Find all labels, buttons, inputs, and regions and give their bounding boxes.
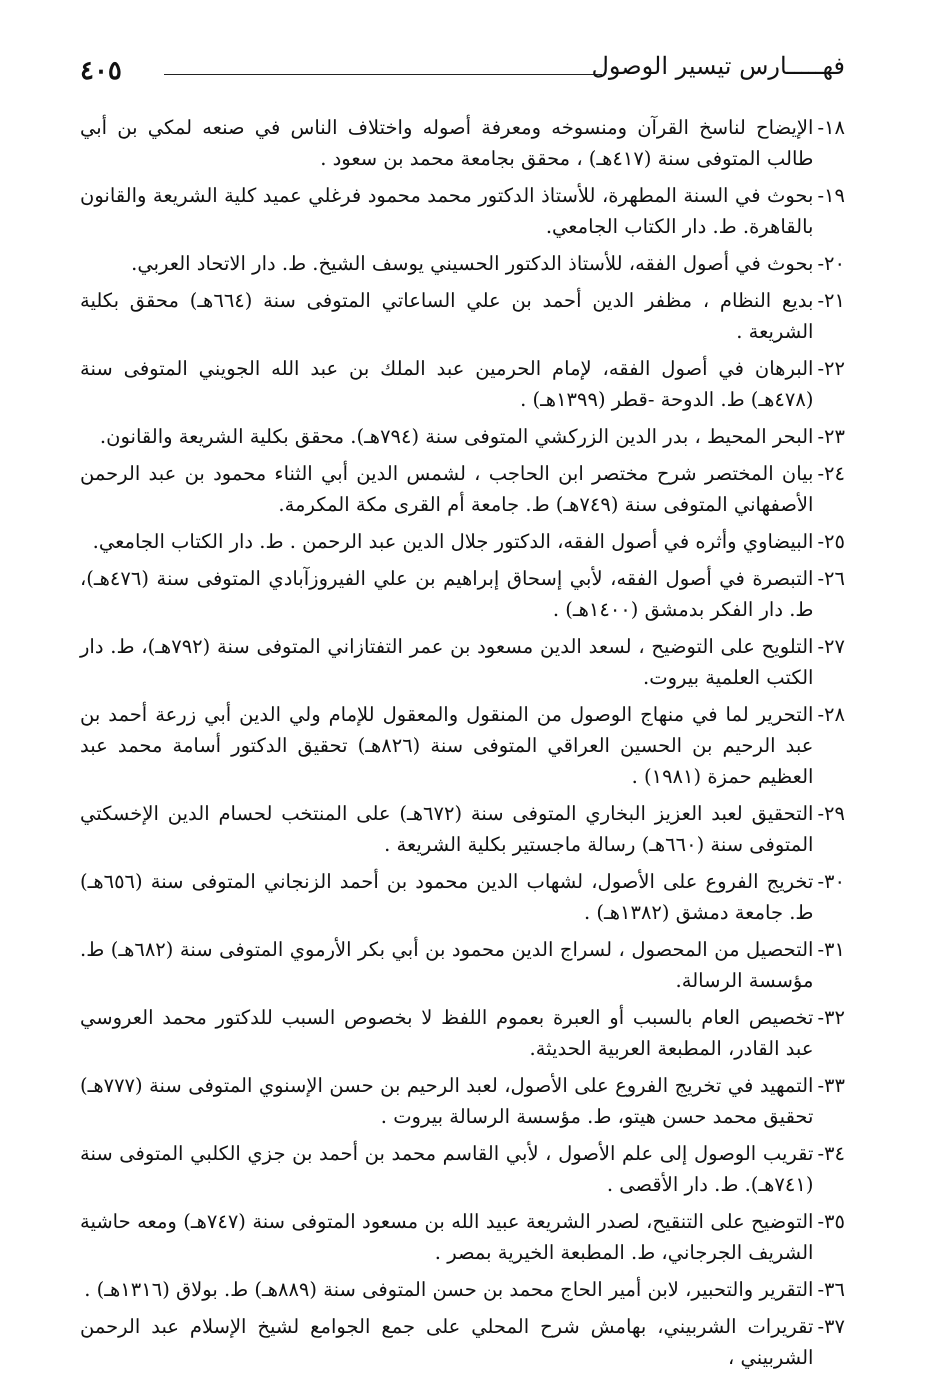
bibliography-entry <box>80 1070 845 1132</box>
entry-number: ٣٠- <box>817 870 845 893</box>
bibliography-entry <box>80 798 845 860</box>
entry-text: بحوث في السنة المطهرة، للأستاذ الدكتور محمد محمود فرغلي عميد كلية الشريعة والقانون بالقاهرة. ط. دار الكتاب الجامعي. <box>80 184 814 238</box>
entry-number: ٢٠- <box>817 252 845 275</box>
bibliography-list <box>80 112 845 1379</box>
bibliography-entry <box>80 112 845 174</box>
bibliography-entry <box>80 526 845 557</box>
running-title: فهـــــارس تيسير الوصول <box>591 52 845 80</box>
bibliography-entry <box>80 1138 845 1200</box>
bibliography-entry <box>80 699 845 792</box>
entry-text: التبصرة في أصول الفقه، لأبي إسحاق إبراهيم بن علي الفيروزآبادي المتوفى سنة (٤٧٦هـ)، ط. دار الفكر بدمشق (١٤٠٠هـ) . <box>80 567 814 621</box>
entry-number: ٢٥- <box>817 530 845 553</box>
entry-text: بيان المختصر شرح مختصر ابن الحاجب ، لشمس الدين أبي الثناء محمود بن عبد الرحمن الأصفهاني المتوفى سنة (٧٤٩هـ) ط. جامعة أم القرى مكة المكرمة. <box>80 462 814 516</box>
entry-number: ٢٣- <box>817 425 845 448</box>
entry-text: التحقيق لعبد العزيز البخاري المتوفى سنة (٦٧٢هـ) على المنتخب لحسام الدين الإخسكتي المتوفى سنة (٦٦٠هـ) رسالة ماجستير بكلية الشريعة . <box>80 802 814 856</box>
entry-text: التلويح على التوضيح ، لسعد الدين مسعود بن عمر التفتازاني المتوفى سنة (٧٩٢هـ)، ط. دار الكتب العلمية بيروت. <box>80 635 814 689</box>
entry-number: ٢٤- <box>817 462 845 485</box>
bibliography-entry <box>80 563 845 625</box>
entry-number: ٢٢- <box>817 357 845 380</box>
entry-number: ٣٢- <box>817 1006 845 1029</box>
entry-text: التوضيح على التنقيح، لصدر الشريعة عبيد الله بن مسعود المتوفى سنة (٧٤٧هـ) ومعه حاشية الشريف الجرجاني، ط. المطبعة الخيرية بمصر . <box>80 1210 814 1264</box>
bibliography-entry <box>80 1002 845 1064</box>
bibliography-entry <box>80 1206 845 1268</box>
bibliography-entry <box>80 458 845 520</box>
entry-number: ٢٦- <box>817 567 845 590</box>
entry-number: ١٩- <box>817 184 845 207</box>
entry-number: ٣٧- <box>817 1315 845 1338</box>
entry-number: ٢٧- <box>817 635 845 658</box>
entry-text: التحرير لما في منهاج الوصول من المنقول والمعقول للإمام ولي الدين أبي زرعة أحمد بن عبد الرحيم بن الحسين العراقي المتوفى سنة (٨٢٦هـ) تحقيق الدكتور أسامة محمد عبد العظيم حمزة (١٩٨١) . <box>80 703 814 788</box>
bibliography-entry <box>80 180 845 242</box>
bibliography-entry <box>80 631 845 693</box>
entry-text: البرهان في أصول الفقه، لإمام الحرمين عبد الملك بن عبد الله الجويني المتوفى سنة (٤٧٨هـ) ط. الدوحة -قطر (١٣٩٩هـ) . <box>80 357 814 411</box>
entry-text: بحوث في أصول الفقه، للأستاذ الدكتور الحسيني يوسف الشيخ. ط. دار الاتحاد العربي. <box>131 252 814 275</box>
entry-number: ٢١- <box>817 289 845 312</box>
entry-text: البيضاوي وأثره في أصول الفقه، الدكتور جلال الدين عبد الرحمن . ط. دار الكتاب الجامعي. <box>92 530 814 553</box>
entry-number: ١٨- <box>817 116 845 139</box>
bibliography-entry <box>80 285 845 347</box>
bibliography-entry <box>80 1311 845 1373</box>
page-header <box>80 50 845 90</box>
entry-number: ٣١- <box>817 938 845 961</box>
entry-text: التمهيد في تخريج الفروع على الأصول، لعبد الرحيم بن حسن الإسنوي المتوفى سنة (٧٧٧هـ) تحقيق محمد حسن هيتو، ط. مؤسسة الرسالة بيروت . <box>80 1074 814 1128</box>
bibliography-entry <box>80 934 845 996</box>
entry-number: ٣٦- <box>817 1278 845 1301</box>
entry-number: ٣٣- <box>817 1074 845 1097</box>
bibliography-entry <box>80 353 845 415</box>
entry-text: تخريج الفروع على الأصول، لشهاب الدين محمود بن أحمد الزنجاني المتوفى سنة (٦٥٦هـ) ط. جامعة دمشق (١٣٨٢هـ) . <box>80 870 814 924</box>
header-rule <box>164 74 602 75</box>
entry-number: ٢٨- <box>817 703 845 726</box>
bibliography-entry <box>80 248 845 279</box>
entry-text: بديع النظام ، مظفر الدين أحمد بن علي الساعاتي المتوفى سنة (٦٦٤هـ) محقق بكلية الشريعة . <box>80 289 814 343</box>
entry-text: تقريرات الشربيني، بهامش شرح المحلي على جمع الجوامع لشيخ الإسلام عبد الرحمن الشربيني ، <box>80 1315 814 1369</box>
bibliography-entry <box>80 1274 845 1305</box>
bibliography-entry <box>80 421 845 452</box>
entry-text: التحصيل من المحصول ، لسراج الدين محمود بن أبي بكر الأرموي المتوفى سنة (٦٨٢هـ) ط. مؤسسة الرسالة. <box>80 938 814 992</box>
entry-text: تخصيص العام بالسبب أو العبرة بعموم اللفظ لا بخصوص السبب للدكتور محمد العروسي عبد القادر، المطبعة العربية الحديثة. <box>80 1006 814 1060</box>
entry-number: ٣٥- <box>817 1210 845 1233</box>
entry-text: تقريب الوصول إلى علم الأصول ، لأبي القاسم محمد بن أحمد بن جزي الكلبي المتوفى سنة (٧٤١هـ). ط. دار الأقصى . <box>80 1142 814 1196</box>
entry-text: التقرير والتحبير، لابن أمير الحاج محمد بن حسن المتوفى سنة (٨٨٩هـ) ط. بولاق (١٣١٦هـ) . <box>84 1278 814 1301</box>
entry-number: ٢٩- <box>817 802 845 825</box>
bibliography-entry <box>80 866 845 928</box>
entry-number: ٣٤- <box>817 1142 845 1165</box>
entry-text: البحر المحيط ، بدر الدين الزركشي المتوفى سنة (٧٩٤هـ). محقق بكلية الشريعة والقانون. <box>99 425 814 448</box>
page-number: ٤٠٥ <box>80 56 122 86</box>
entry-text: الإيضاح لناسخ القرآن ومنسوخه ومعرفة أصوله واختلاف الناس في صنعه لمكي بن أبي طالب المتوفى سنة (٤١٧هـ) ، محقق بجامعة محمد بن سعود . <box>80 116 814 170</box>
